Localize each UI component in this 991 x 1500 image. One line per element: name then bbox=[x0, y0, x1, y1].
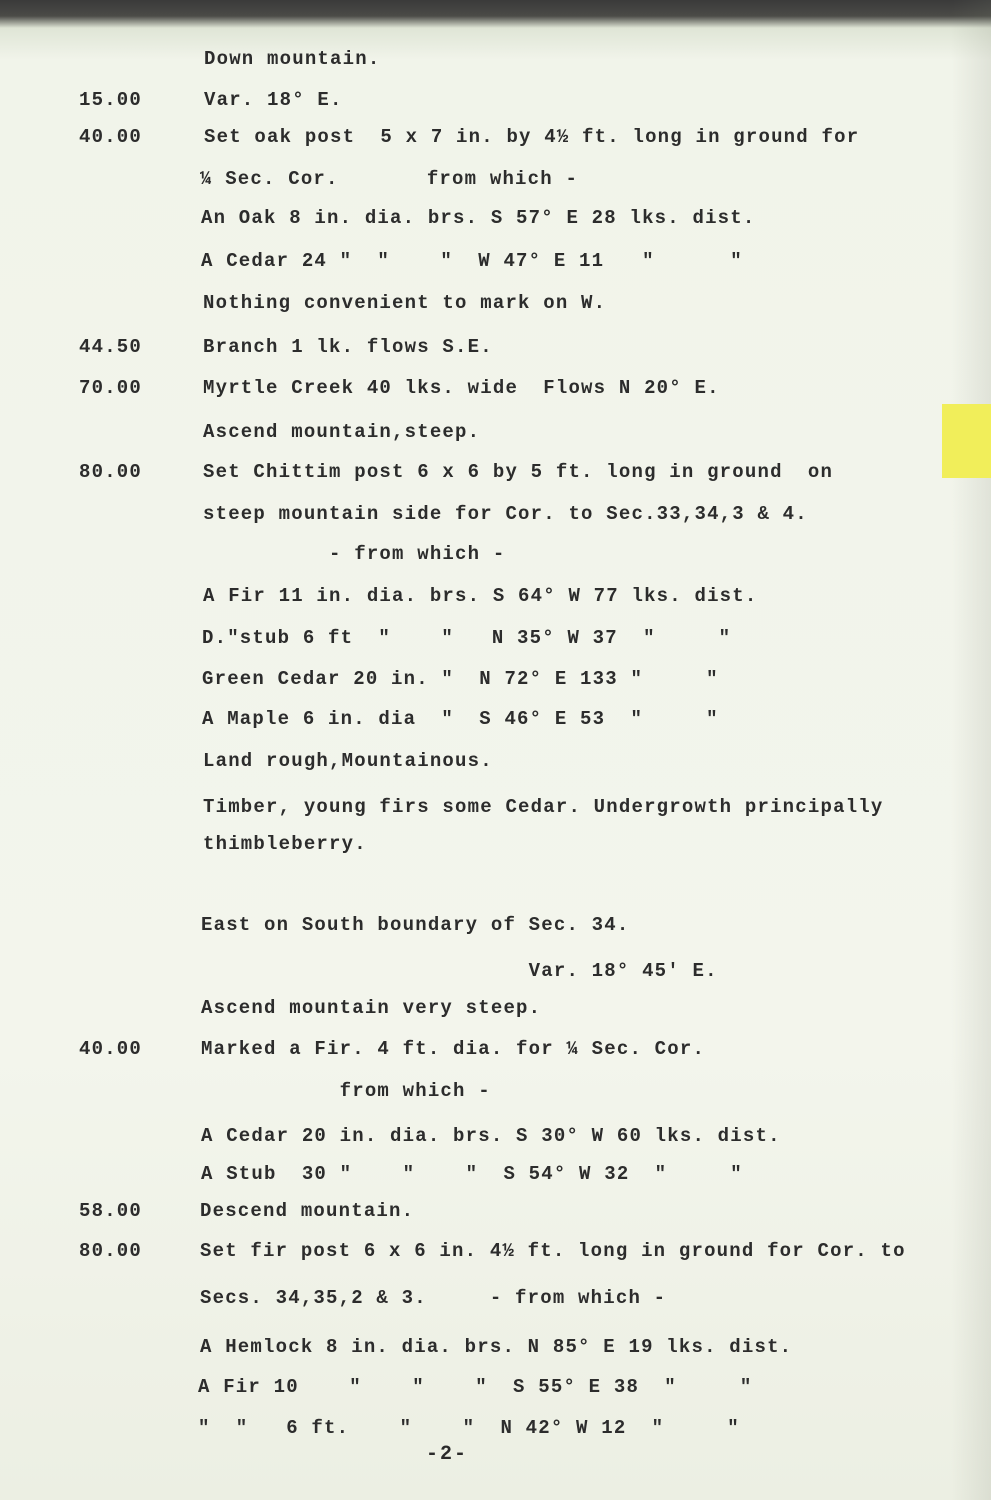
note-line: D."stub 6 ft " " N 35° W 37 " " bbox=[202, 627, 732, 649]
note-line: steep mountain side for Cor. to Sec.33,34,3 & 4. bbox=[203, 503, 808, 525]
station-distance: 70.00 bbox=[79, 377, 143, 399]
note-line: Branch 1 lk. flows S.E. bbox=[203, 336, 493, 358]
note-line: A Stub 30 " " " S 54° W 32 " " bbox=[201, 1163, 743, 1185]
station-distance: 80.00 bbox=[79, 461, 143, 483]
note-line: thimbleberry. bbox=[203, 833, 367, 855]
note-line: Down mountain. bbox=[204, 48, 381, 70]
note-line: Ascend mountain very steep. bbox=[201, 997, 542, 1019]
note-line: Nothing convenient to mark on W. bbox=[203, 292, 607, 314]
station-distance: 80.00 bbox=[79, 1240, 143, 1262]
note-line: " " 6 ft. " " N 42° W 12 " " bbox=[198, 1417, 740, 1439]
note-line: ¼ Sec. Cor. from which - bbox=[200, 168, 579, 190]
note-line: Green Cedar 20 in. " N 72° E 133 " " bbox=[202, 668, 719, 690]
station-distance: 58.00 bbox=[79, 1200, 143, 1222]
note-line: A Hemlock 8 in. dia. brs. N 85° E 19 lks. dist. bbox=[200, 1336, 793, 1358]
station-distance: 40.00 bbox=[79, 126, 143, 148]
note-line: Ascend mountain,steep. bbox=[203, 421, 481, 443]
note-line: A Cedar 24 " " " W 47° E 11 " " bbox=[201, 250, 743, 272]
note-line: A Fir 10 " " " S 55° E 38 " " bbox=[198, 1376, 753, 1398]
note-line: Set fir post 6 x 6 in. 4½ ft. long in ground for Cor. to bbox=[200, 1240, 906, 1262]
page-number: -2- bbox=[426, 1443, 469, 1466]
note-line: - from which - bbox=[203, 543, 506, 565]
note-line: Var. 18° E. bbox=[204, 89, 343, 111]
note-line: Set Chittim post 6 x 6 by 5 ft. long in ground on bbox=[203, 461, 834, 483]
note-line: Myrtle Creek 40 lks. wide Flows N 20° E. bbox=[203, 377, 720, 399]
station-distance: 40.00 bbox=[79, 1038, 143, 1060]
note-line: Timber, young firs some Cedar. Undergrowth principally bbox=[203, 796, 884, 818]
note-line: A Fir 11 in. dia. brs. S 64° W 77 lks. dist. bbox=[203, 585, 758, 607]
station-distance: 15.00 bbox=[79, 89, 143, 111]
station-distance: 44.50 bbox=[79, 336, 143, 358]
page-edge-shadow bbox=[951, 0, 991, 1500]
note-line: East on South boundary of Sec. 34. bbox=[201, 914, 630, 936]
note-line: Marked a Fir. 4 ft. dia. for ¼ Sec. Cor. bbox=[201, 1038, 706, 1060]
note-line: An Oak 8 in. dia. brs. S 57° E 28 lks. dist. bbox=[201, 207, 756, 229]
note-line: A Maple 6 in. dia " S 46° E 53 " " bbox=[202, 708, 719, 730]
sticky-note-tab bbox=[942, 404, 991, 478]
note-line: Var. 18° 45' E. bbox=[201, 960, 718, 982]
note-line: Set oak post 5 x 7 in. by 4½ ft. long in ground for bbox=[204, 126, 860, 148]
note-line: Descend mountain. bbox=[200, 1200, 415, 1222]
note-line: A Cedar 20 in. dia. brs. S 30° W 60 lks. dist. bbox=[201, 1125, 781, 1147]
note-line: Land rough,Mountainous. bbox=[203, 750, 493, 772]
note-line: Secs. 34,35,2 & 3. - from which - bbox=[200, 1287, 667, 1309]
note-line: from which - bbox=[201, 1080, 491, 1102]
